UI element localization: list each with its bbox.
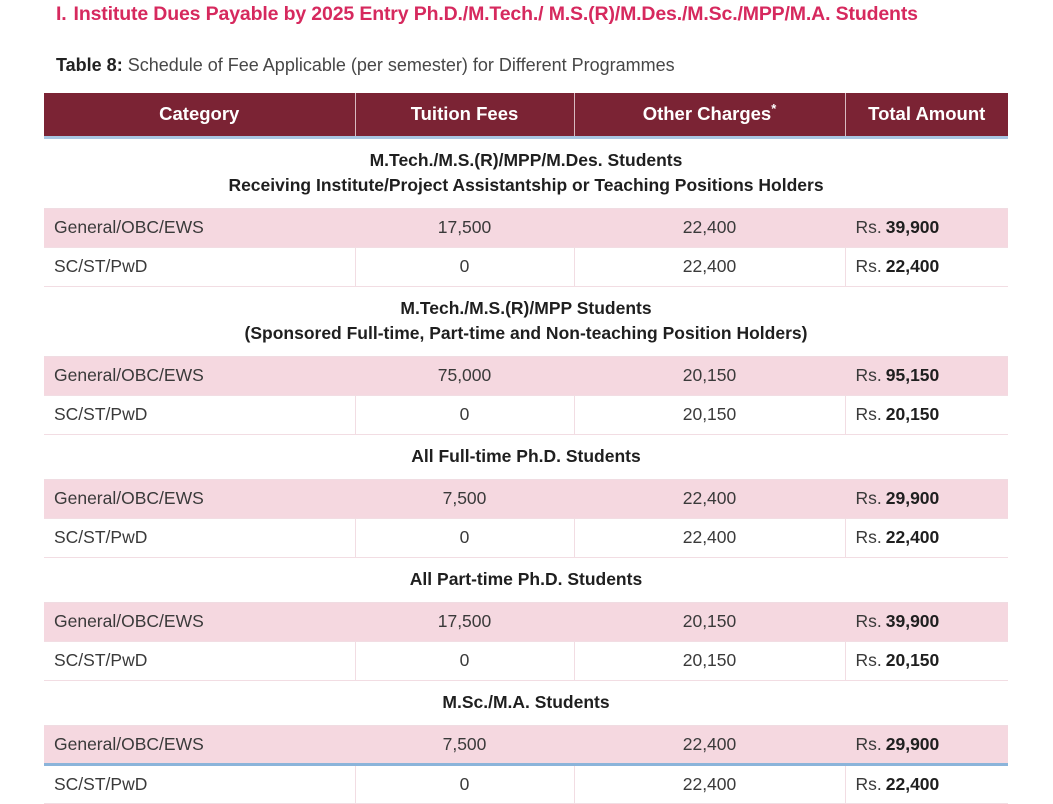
currency-prefix: Rs. bbox=[855, 365, 882, 385]
footnote-asterisk-icon: * bbox=[771, 100, 777, 116]
table-row[interactable] bbox=[44, 248, 1008, 287]
fee-table-container bbox=[44, 93, 1008, 804]
page-title-numeral: I. bbox=[56, 3, 67, 25]
page-title-text: Institute Dues Payable by 2025 Entry Ph.D./M.Tech./ M.S.(R)/M.Des./M.Sc./MPP/M.A. Students bbox=[73, 3, 918, 25]
table-section-header-cell bbox=[44, 558, 1008, 603]
table-section-header-line: M.Tech./M.S.(R)/MPP/M.Des. Students bbox=[369, 150, 683, 170]
cell-category: General/OBC/EWS bbox=[44, 726, 355, 765]
cell-total-amount bbox=[845, 209, 1008, 248]
cell-total-amount bbox=[845, 603, 1008, 642]
table-row[interactable] bbox=[44, 480, 1008, 519]
table-section-header-cell bbox=[44, 681, 1008, 726]
table-row[interactable] bbox=[44, 603, 1008, 642]
total-amount-value: 20,150 bbox=[885, 404, 940, 424]
currency-prefix: Rs. bbox=[855, 404, 882, 424]
cell-other-charges: 20,150 bbox=[574, 396, 845, 435]
table-row[interactable] bbox=[44, 209, 1008, 248]
table-caption bbox=[56, 52, 675, 78]
table-section-header-cell bbox=[44, 138, 1008, 209]
column-header-label: Other Charges bbox=[642, 103, 772, 124]
currency-prefix: Rs. bbox=[855, 256, 882, 276]
currency-prefix: Rs. bbox=[855, 527, 882, 547]
total-amount-value: 95,150 bbox=[885, 365, 940, 385]
cell-other-charges: 22,400 bbox=[574, 248, 845, 287]
total-amount-value: 29,900 bbox=[885, 488, 940, 508]
cell-other-charges: 20,150 bbox=[574, 357, 845, 396]
cell-category: General/OBC/EWS bbox=[44, 357, 355, 396]
table-header-row bbox=[44, 93, 1008, 138]
cell-tuition-fees: 75,000 bbox=[355, 357, 574, 396]
fee-schedule-table bbox=[44, 93, 1008, 804]
cell-category: General/OBC/EWS bbox=[44, 209, 355, 248]
cell-tuition-fees: 17,500 bbox=[355, 209, 574, 248]
currency-prefix: Rs. bbox=[855, 488, 882, 508]
column-header-label: Category bbox=[159, 103, 240, 124]
column-header-other[interactable] bbox=[574, 93, 845, 138]
table-row[interactable] bbox=[44, 396, 1008, 435]
table-section-header-line: Receiving Institute/Project Assistantship or Teaching Positions Holders bbox=[228, 175, 824, 195]
table-row[interactable] bbox=[44, 519, 1008, 558]
cell-other-charges: 22,400 bbox=[574, 519, 845, 558]
cell-tuition-fees: 0 bbox=[355, 642, 574, 681]
table-section-header-cell bbox=[44, 435, 1008, 480]
cell-other-charges: 20,150 bbox=[574, 603, 845, 642]
column-header-tuition[interactable] bbox=[355, 93, 574, 138]
table-row[interactable] bbox=[44, 357, 1008, 396]
cell-category: SC/ST/PwD bbox=[44, 248, 355, 287]
table-row[interactable] bbox=[44, 726, 1008, 765]
total-amount-value: 22,400 bbox=[885, 256, 940, 276]
cell-other-charges: 22,400 bbox=[574, 480, 845, 519]
table-section-header-line: M.Tech./M.S.(R)/MPP Students bbox=[400, 298, 652, 318]
table-row[interactable] bbox=[44, 765, 1008, 804]
total-amount-value: 22,400 bbox=[885, 773, 940, 794]
table-section-header-line: All Part-time Ph.D. Students bbox=[409, 569, 643, 589]
cell-category: SC/ST/PwD bbox=[44, 765, 355, 804]
column-header-label: Total Amount bbox=[868, 103, 986, 124]
currency-prefix: Rs. bbox=[855, 650, 882, 670]
cell-other-charges: 22,400 bbox=[574, 726, 845, 765]
cell-category: SC/ST/PwD bbox=[44, 396, 355, 435]
cell-total-amount bbox=[845, 726, 1008, 765]
column-header-label: Tuition Fees bbox=[410, 103, 519, 124]
cell-total-amount bbox=[845, 396, 1008, 435]
cell-tuition-fees: 0 bbox=[355, 396, 574, 435]
cell-total-amount bbox=[845, 765, 1008, 804]
table-section-header-cell bbox=[44, 287, 1008, 357]
cell-total-amount bbox=[845, 357, 1008, 396]
currency-prefix: Rs. bbox=[855, 611, 882, 631]
table-section-header-line: (Sponsored Full-time, Part-time and Non-teaching Position Holders) bbox=[244, 323, 808, 343]
table-caption-label: Table 8: bbox=[56, 55, 123, 75]
table-row[interactable] bbox=[44, 642, 1008, 681]
page-title bbox=[56, 0, 1041, 28]
cell-tuition-fees: 17,500 bbox=[355, 603, 574, 642]
cell-total-amount bbox=[845, 642, 1008, 681]
currency-prefix: Rs. bbox=[855, 733, 882, 754]
currency-prefix: Rs. bbox=[855, 217, 882, 237]
currency-prefix: Rs. bbox=[855, 773, 882, 794]
cell-category: SC/ST/PwD bbox=[44, 519, 355, 558]
cell-tuition-fees: 7,500 bbox=[355, 726, 574, 765]
cell-total-amount bbox=[845, 519, 1008, 558]
table-section-header-row bbox=[44, 287, 1008, 357]
total-amount-value: 20,150 bbox=[885, 650, 940, 670]
cell-tuition-fees: 0 bbox=[355, 765, 574, 804]
cell-category: SC/ST/PwD bbox=[44, 642, 355, 681]
table-section-header-line: All Full-time Ph.D. Students bbox=[411, 446, 641, 466]
table-caption-text: Schedule of Fee Applicable (per semester) for Different Programmes bbox=[127, 55, 675, 75]
cell-other-charges: 20,150 bbox=[574, 642, 845, 681]
total-amount-value: 39,900 bbox=[885, 611, 940, 631]
total-amount-value: 39,900 bbox=[885, 217, 940, 237]
cell-tuition-fees: 0 bbox=[355, 248, 574, 287]
column-header-category[interactable] bbox=[44, 93, 355, 138]
cell-other-charges: 22,400 bbox=[574, 209, 845, 248]
cell-tuition-fees: 7,500 bbox=[355, 480, 574, 519]
table-section-header-row bbox=[44, 435, 1008, 480]
total-amount-value: 29,900 bbox=[885, 733, 940, 754]
cell-tuition-fees: 0 bbox=[355, 519, 574, 558]
cell-total-amount bbox=[845, 248, 1008, 287]
cell-other-charges: 22,400 bbox=[574, 765, 845, 804]
total-amount-value: 22,400 bbox=[885, 527, 940, 547]
table-body bbox=[44, 138, 1008, 804]
cell-category: General/OBC/EWS bbox=[44, 480, 355, 519]
column-header-total[interactable] bbox=[845, 93, 1008, 138]
table-section-header-row bbox=[44, 558, 1008, 603]
table-section-header-row bbox=[44, 138, 1008, 209]
cell-total-amount bbox=[845, 480, 1008, 519]
cell-category: General/OBC/EWS bbox=[44, 603, 355, 642]
table-section-header-line: M.Sc./M.A. Students bbox=[442, 692, 610, 712]
table-section-header-row bbox=[44, 681, 1008, 726]
table-header bbox=[44, 93, 1008, 138]
